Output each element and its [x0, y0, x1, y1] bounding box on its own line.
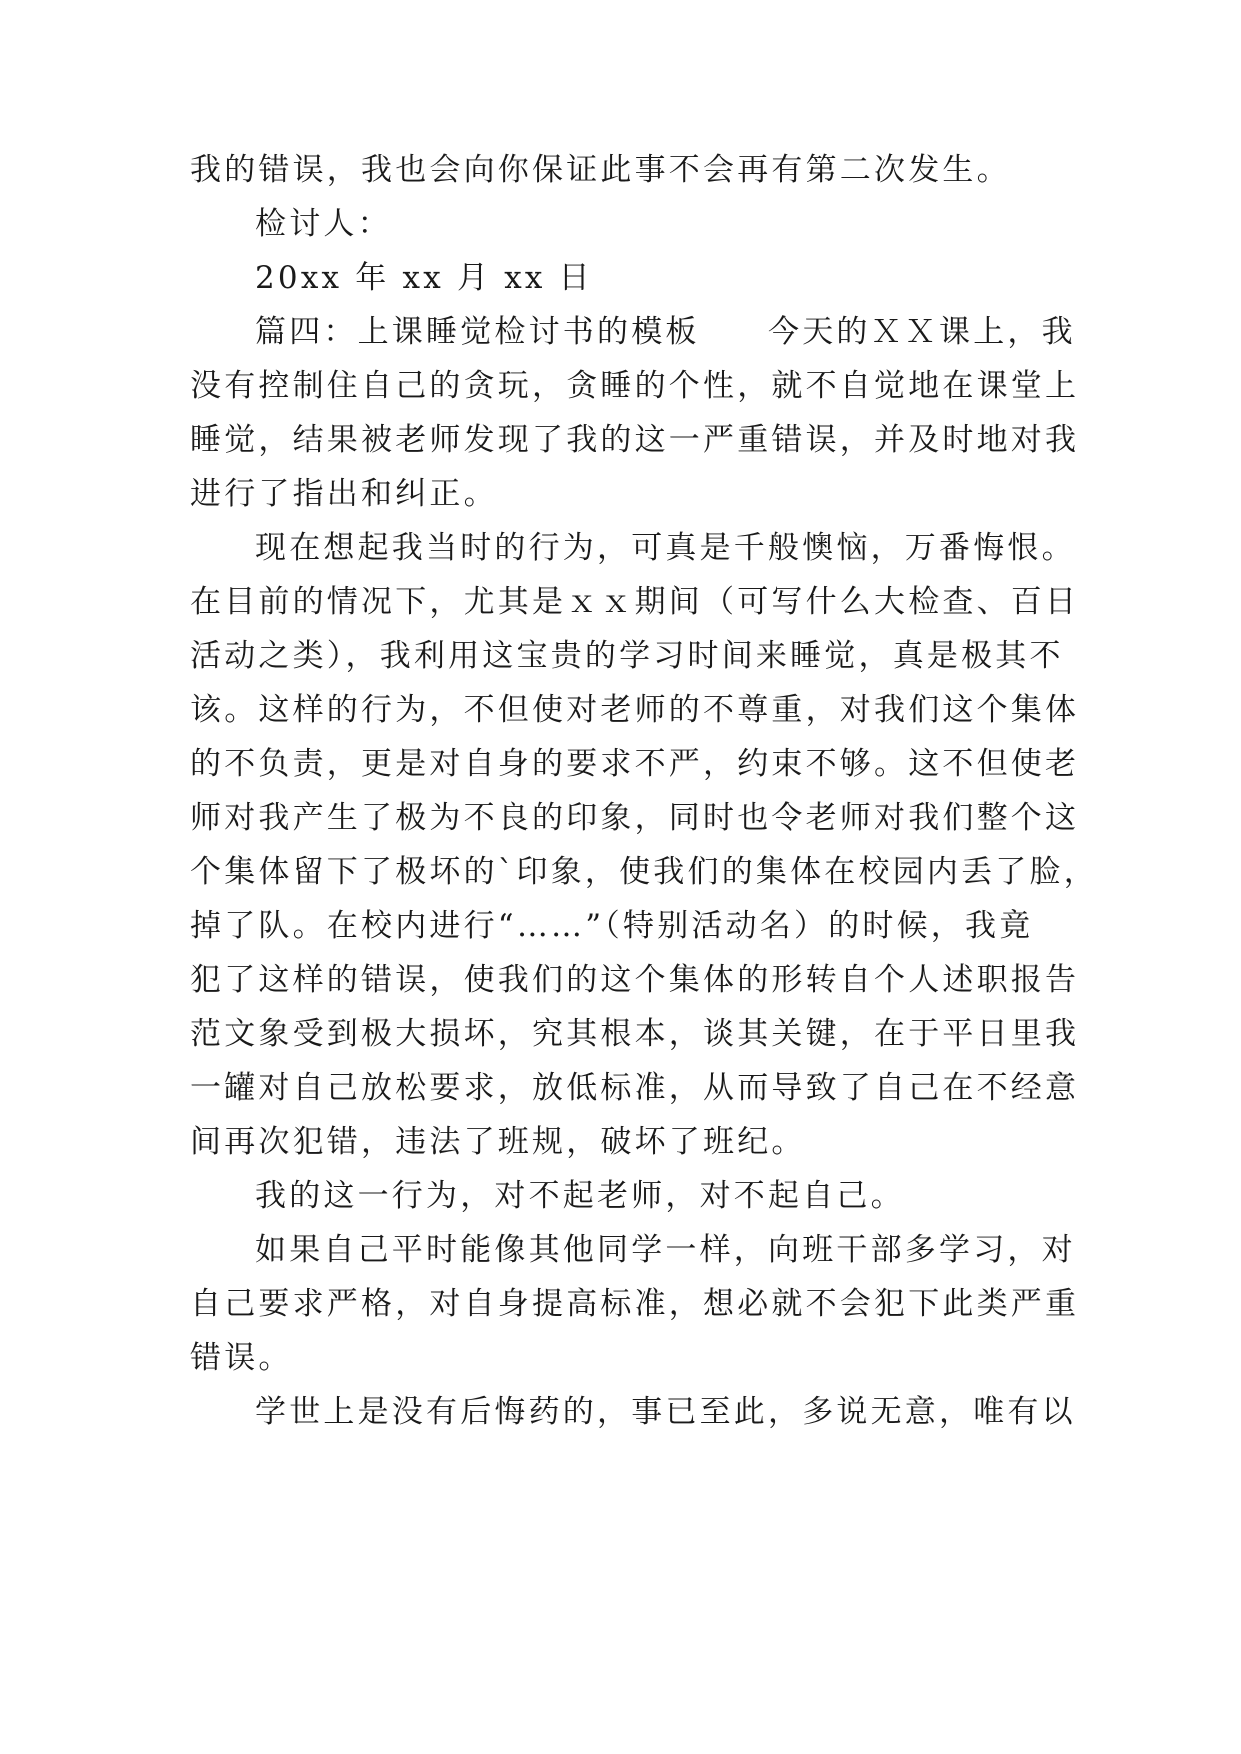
text-line-6: 睡觉，结果被老师发现了我的这一严重错误，并及时地对我 — [190, 422, 1080, 458]
text-line-24: 学世上是没有后悔药的，事已至此，多说无意，唯有以 — [255, 1394, 1076, 1430]
text-line-14: 个集体留下了极坏的`印象，使我们的集体在校园内丢了脸， — [190, 854, 1098, 890]
text-line-16: 犯了这样的错误，使我们的这个集体的形转自个人述职报告 — [190, 962, 1080, 998]
text-line-20: 我的这一行为，对不起老师，对不起自己。 — [255, 1178, 905, 1214]
text-line-15: 掉了队。在校内进行“……”（特别活动名）的时候，我竟 — [190, 908, 1034, 944]
text-line-19: 间再次犯错，违法了班规，破坏了班纪。 — [190, 1124, 806, 1160]
text-line-8: 现在想起我当时的行为，可真是千般懊恼，万番悔恨。 — [255, 530, 1076, 566]
text-line-9: 在目前的情况下，尤其是ｘｘ期间（可写什么大检查、百日 — [190, 584, 1080, 620]
text-line-13: 师对我产生了极为不良的印象，同时也令老师对我们整个这 — [190, 800, 1080, 836]
signature-label: 检讨人： — [255, 206, 392, 242]
text-line-17: 范文象受到极大损坏，究其根本，谈其关键，在于平日里我 — [190, 1016, 1080, 1052]
text-line-23: 错误。 — [190, 1340, 293, 1376]
section-heading-line: 篇四：上课睡觉检讨书的模板 今天的ＸＸ课上，我 — [255, 314, 1076, 350]
text-line-12: 的不负责，更是对自身的要求不严，约束不够。这不但使老 — [190, 746, 1080, 782]
text-line-1: 我的错误，我也会向你保证此事不会再有第二次发生。 — [190, 152, 1011, 188]
text-line-7: 进行了指出和纠正。 — [190, 476, 498, 512]
text-line-11: 该。这样的行为，不但使对老师的不尊重，对我们这个集体 — [190, 692, 1080, 728]
text-line-10: 活动之类），我利用这宝贵的学习时间来睡觉，真是极其不 — [190, 638, 1064, 674]
text-line-21: 如果自己平时能像其他同学一样，向班干部多学习，对 — [255, 1232, 1076, 1268]
text-line-22: 自己要求严格，对自身提高标准，想必就不会犯下此类严重 — [190, 1286, 1080, 1322]
text-line-18: 一罐对自己放松要求，放低标准，从而导致了自己在不经意 — [190, 1070, 1080, 1106]
text-line-5: 没有控制住自己的贪玩，贪睡的个性，就不自觉地在课堂上 — [190, 368, 1080, 404]
date-line: 20xx 年 xx 月 xx 日 — [255, 260, 593, 296]
